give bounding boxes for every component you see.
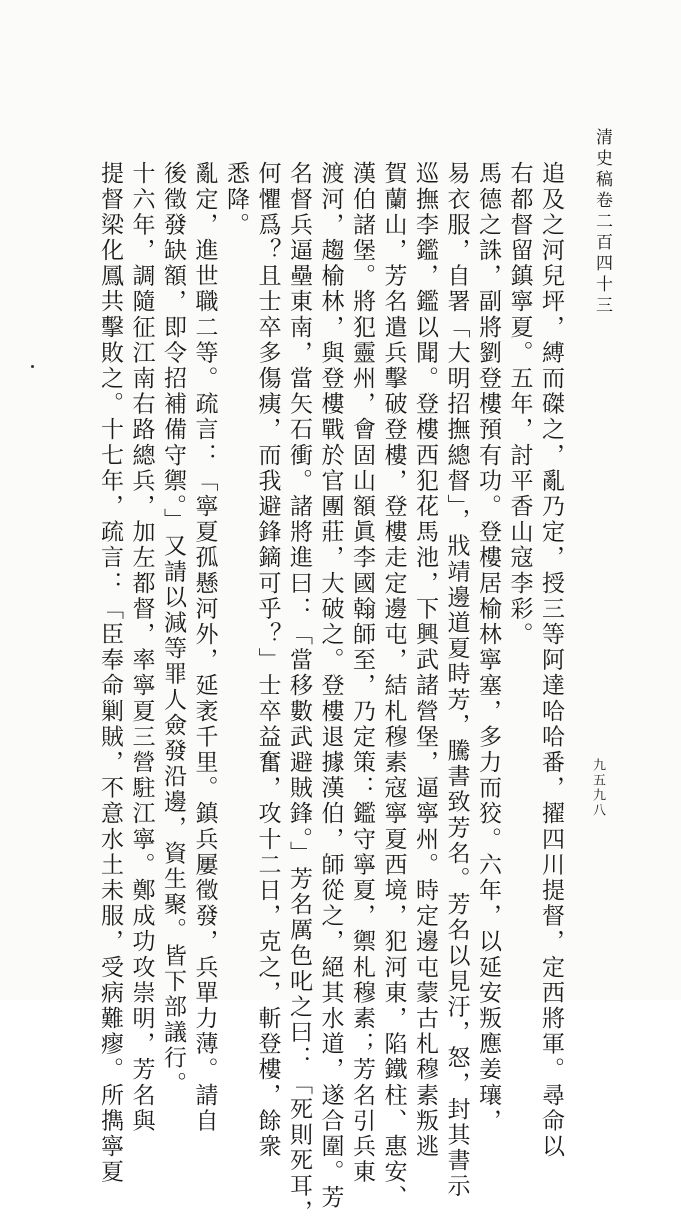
text-column: 馬德之誅，副將劉登樓預有功。登樓居榆林寧塞，多力而狡。六年，以延安叛應姜瓖， [475,161,501,1134]
text-column: 後徵發缺額，即令招補備守禦。」又請以減等罪人僉發沿邊，資生聚。皆下部議行。 [160,161,186,1097]
text-column: 十六年，調隨征江南右路總兵，加左都督，率寧夏三營駐江寧。鄭成功攻崇明，芳名與 [128,161,155,1134]
text-column: 追及之河兒坪，縛而磔之，亂乃定，授三等阿達哈哈番，擢四川提督，定西將軍。尋命以 [538,161,564,1160]
text-column: 悉降。 [223,161,249,238]
text-column: 何懼爲？且士卒多傷痍，而我避鋒鏑可乎？」士卒益奮，攻十二日，克之，斬登樓，餘衆 [254,161,281,1160]
text-column: 易衣服，自署「大明招撫總督」，戕靖邊道夏時芳，騰書致芳名。芳名以見汙，怒，封其書示 [443,161,470,1200]
text-column: 渡河，趨榆林，與登樓戰於官團莊，大破之。登樓退據漢伯，師從之，絕其水道，遂合圍。芳 [317,161,344,1211]
text-column: 漢伯諸堡。將犯靈州，會固山額眞李國翰師至，乃定策：鑑守寧夏，禦札穆素；芳名引兵東 [349,161,375,1185]
page-number: 九五九八 [590,758,605,818]
book-title: 清史稿卷二百四十三 [592,128,612,317]
text-column: 賀蘭山，芳名遣兵擊破登樓，登樓走定邊屯，結札穆素寇寧夏西境，犯河東，陷鐵柱、惠安、 [380,161,407,1211]
text-column: 巡撫李鑑，鑑以聞。登樓西犯花馬池，下興武諸營堡，逼寧州。時定邊屯蒙古札穆素叛逃 [412,161,438,1160]
text-column: 亂定，進世職二等。疏言：「寧夏孤懸河外，延袤千里。鎮兵屢徵發，兵單力薄。請自 [191,161,218,1134]
text-body [97,161,566,1225]
text-column: 名督兵逼壘東南，當矢石衝。諸將進曰：「當移數武避賊鋒。」芳名厲色叱之曰：「死則死耳， [286,161,312,1225]
scan-speck [31,365,34,368]
text-column: 提督梁化鳳共擊敗之。十七年，疏言：「臣奉命剿賊，不意水土未服，受病難瘳。所擕寧夏 [97,161,123,1185]
text-column: 右都督留鎮寧夏。五年，討平香山寇李彩。 [506,161,533,648]
